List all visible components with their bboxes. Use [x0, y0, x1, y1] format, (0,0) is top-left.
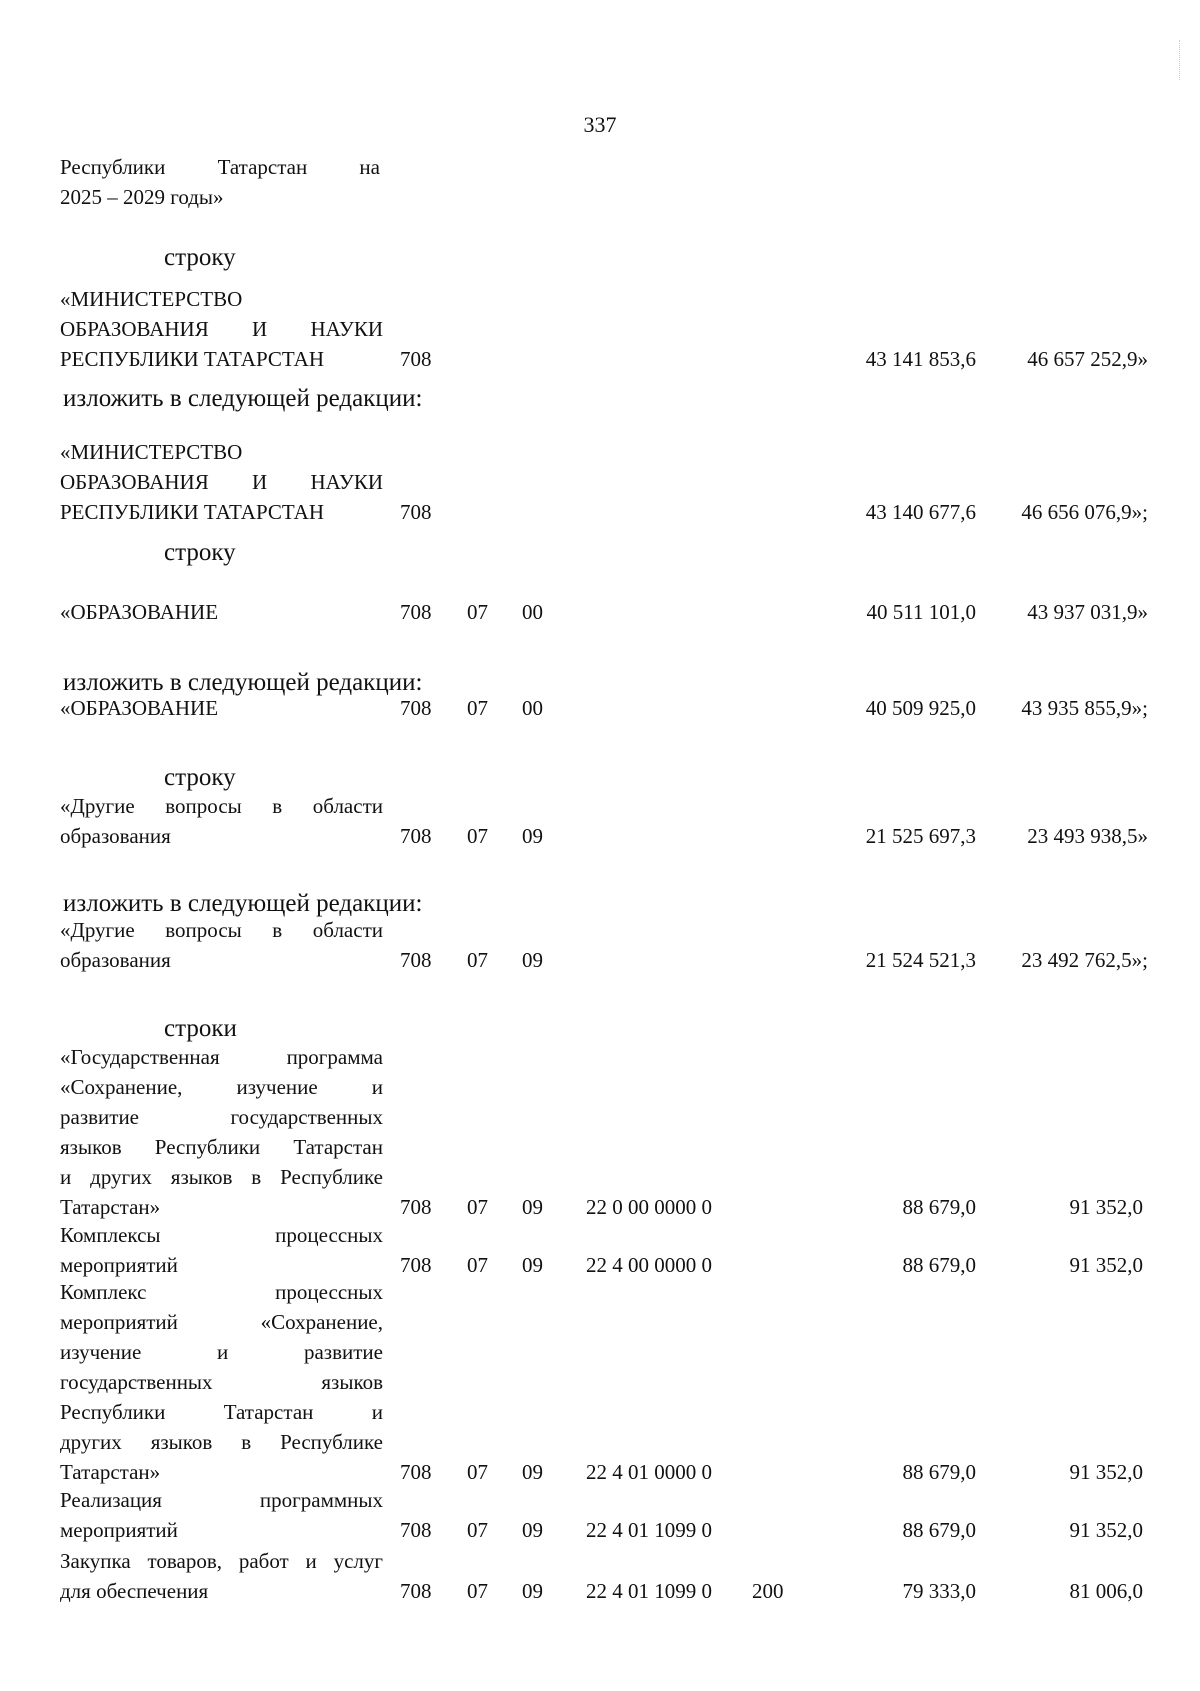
block-heading: изложить в следующей редакции:: [63, 669, 423, 696]
row-name-line: развитие государственных: [60, 1105, 383, 1129]
block-heading: строку: [164, 539, 236, 566]
page-number: 337: [583, 112, 617, 137]
row-name-line: Татарстан»: [60, 1195, 161, 1219]
block-heading: строки: [164, 1015, 237, 1042]
subsection-code: 09: [522, 1579, 543, 1603]
amount-second-year: 91 352,0: [1069, 1195, 1143, 1219]
amount-first-year: 43 140 677,6: [865, 500, 976, 524]
amount-second-year: 43 937 031,9»: [1027, 600, 1148, 624]
section-code: 07: [467, 1518, 488, 1542]
amount-second-year: 46 656 076,9»;: [1021, 500, 1148, 524]
row-name-line: Реализация программных: [60, 1488, 383, 1512]
amount-second-year: 91 352,0: [1069, 1460, 1143, 1484]
row-name-line: «ОБРАЗОВАНИЕ: [60, 696, 219, 720]
section-code: 07: [467, 1253, 488, 1277]
ministry-code: 708: [400, 1579, 432, 1603]
target-article-code: 22 0 00 0000 0: [586, 1195, 712, 1219]
row-name-line: «Другие вопросы в области: [60, 794, 383, 818]
subsection-code: 09: [522, 1253, 543, 1277]
amount-first-year: 40 509 925,0: [865, 696, 976, 720]
row-name-line: языков Республики Татарстан: [60, 1135, 383, 1159]
row-name-line: других языков в Республике: [60, 1430, 383, 1454]
subsection-code: 09: [522, 1195, 543, 1219]
ministry-code: 708: [400, 1518, 432, 1542]
row-name-line: Татарстан»: [60, 1460, 161, 1484]
row-name-line: ОБРАЗОВАНИЯ И НАУКИ: [60, 317, 383, 341]
amount-second-year: 81 006,0: [1069, 1579, 1143, 1603]
amount-second-year: 91 352,0: [1069, 1518, 1143, 1542]
row-name-line: для обеспечения: [60, 1579, 209, 1603]
preface-line: 2025 – 2029 годы»: [60, 185, 224, 209]
row-name: [60, 1546, 383, 1606]
amount-first-year: 40 511 101,0: [866, 600, 976, 624]
ministry-code: 708: [400, 1195, 432, 1219]
row-name-line: «ОБРАЗОВАНИЕ: [60, 600, 219, 624]
row-name-line: Комплекс процессных: [60, 1280, 383, 1304]
section-code: 07: [467, 1579, 488, 1603]
ministry-code: 708: [400, 696, 432, 720]
block-heading: изложить в следующей редакции:: [63, 890, 423, 917]
amount-first-year: 88 679,0: [902, 1195, 976, 1219]
row-name-line: «Государственная программа: [60, 1045, 383, 1069]
ministry-code: 708: [400, 347, 432, 371]
row-name-line: «Другие вопросы в области: [60, 918, 383, 942]
amount-first-year: 21 524 521,3: [865, 948, 976, 972]
row-name-line: Комплексы процессных: [60, 1223, 383, 1247]
row-name-line: «Сохранение, изучение и: [60, 1075, 383, 1099]
block-heading: строку: [164, 244, 236, 271]
subsection-code: 09: [522, 1460, 543, 1484]
ministry-code: 708: [400, 1460, 432, 1484]
target-article-code: 22 4 00 0000 0: [586, 1253, 712, 1277]
row-name-line: мероприятий «Сохранение,: [60, 1310, 383, 1334]
section-code: 07: [467, 1195, 488, 1219]
amount-second-year: 23 492 762,5»;: [1021, 948, 1148, 972]
ministry-code: 708: [400, 948, 432, 972]
amount-first-year: 21 525 697,3: [865, 824, 976, 848]
section-code: 07: [467, 948, 488, 972]
ministry-code: 708: [400, 600, 432, 624]
row-name-line: Республики Татарстан и: [60, 1400, 383, 1424]
row-name-line: РЕСПУБЛИКИ ТАТАРСТАН: [60, 347, 325, 371]
target-article-code: 22 4 01 1099 0: [586, 1579, 712, 1603]
amount-first-year: 88 679,0: [902, 1460, 976, 1484]
section-code: 07: [467, 600, 488, 624]
amount-second-year: 46 657 252,9»: [1027, 347, 1148, 371]
subsection-code: 00: [522, 600, 543, 624]
ministry-code: 708: [400, 824, 432, 848]
row-name-line: образования: [60, 948, 171, 972]
row-name-line: РЕСПУБЛИКИ ТАТАРСТАН: [60, 500, 325, 524]
row-name-line: и других языков в Республике: [60, 1165, 383, 1189]
subsection-code: 09: [522, 824, 543, 848]
ministry-code: 708: [400, 500, 432, 524]
section-code: 07: [467, 696, 488, 720]
row-name-line: ОБРАЗОВАНИЯ И НАУКИ: [60, 470, 383, 494]
row-name-line: мероприятий: [60, 1253, 178, 1277]
row-name-line: «МИНИСТЕРСТВО: [60, 440, 243, 464]
amount-second-year: 91 352,0: [1069, 1253, 1143, 1277]
preface-line: Республики Татарстан на: [60, 155, 380, 179]
block-heading: изложить в следующей редакции:: [63, 385, 423, 412]
subsection-code: 09: [522, 948, 543, 972]
target-article-code: 22 4 01 0000 0: [586, 1460, 712, 1484]
section-code: 07: [467, 1460, 488, 1484]
target-article-code: 22 4 01 1099 0: [586, 1518, 712, 1542]
ministry-code: 708: [400, 1253, 432, 1277]
amount-first-year: 88 679,0: [902, 1253, 976, 1277]
row-name-line: «МИНИСТЕРСТВО: [60, 287, 243, 311]
row-name-line: мероприятий: [60, 1518, 178, 1542]
amount-first-year: 43 141 853,6: [865, 347, 976, 371]
subsection-code: 00: [522, 696, 543, 720]
row-name-line: государственных языков: [60, 1370, 383, 1394]
block-heading: строку: [164, 764, 236, 791]
row-name-line: образования: [60, 824, 171, 848]
row-name-line: Закупка товаров, работ и услуг: [60, 1549, 383, 1573]
expense-type-code: 200: [752, 1579, 784, 1603]
amount-second-year: 43 935 855,9»;: [1021, 696, 1148, 720]
subsection-code: 09: [522, 1518, 543, 1542]
row-name-line: изучение и развитие: [60, 1340, 383, 1364]
amount-second-year: 23 493 938,5»: [1027, 824, 1148, 848]
amount-first-year: 88 679,0: [902, 1518, 976, 1542]
section-code: 07: [467, 824, 488, 848]
amount-first-year: 79 333,0: [902, 1579, 976, 1603]
